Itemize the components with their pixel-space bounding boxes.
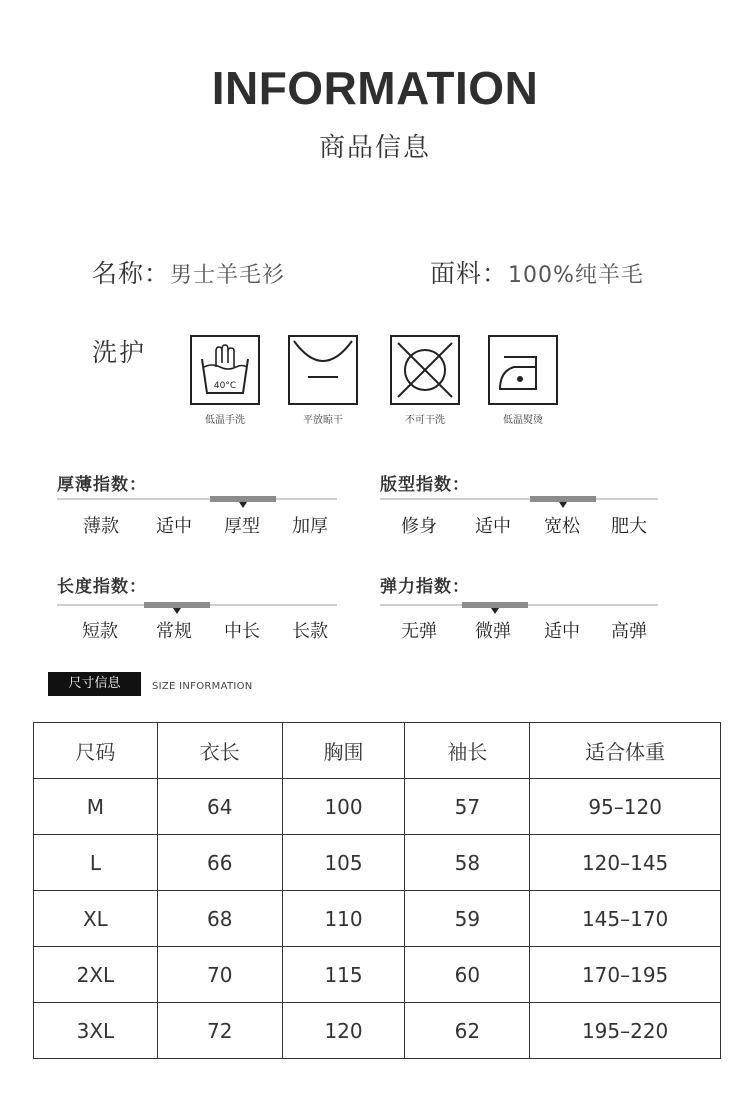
cell-chest: 105 [282,835,405,891]
elasticity-option: 无弹 [401,621,437,642]
elasticity-index-pointer [491,608,499,614]
cell-length: 72 [157,1003,282,1059]
header-size: 尺码 [34,723,158,779]
cell-length: 68 [157,891,282,947]
name-label: 名称： [92,259,171,288]
cell-chest: 110 [282,891,405,947]
thickness-option-selected: 厚型 [224,516,260,537]
page-title: INFORMATION [211,62,539,114]
cell-chest: 115 [282,947,405,1003]
thickness-option: 加厚 [292,516,328,537]
cell-weight: 170–195 [530,947,721,1003]
header-sleeve: 袖长 [405,723,530,779]
fit-index-title: 版型指数： [380,475,470,495]
fit-index-line [380,498,658,500]
header-length: 衣长 [157,723,282,779]
cell-chest: 100 [282,779,405,835]
length-option-selected: 常规 [156,621,192,642]
cell-sleeve: 59 [405,891,530,947]
cell-weight: 145–170 [530,891,721,947]
length-option: 长款 [292,621,328,642]
table-row [34,835,721,891]
length-index-title: 长度指数： [57,577,147,597]
cell-length: 70 [157,947,282,1003]
care-caption-iron-low: 低温熨烫 [503,415,543,426]
elasticity-option: 高弹 [611,621,647,642]
length-option: 中长 [224,621,260,642]
cell-size: 2XL [34,947,158,1003]
length-index-pointer [173,608,181,614]
product-fabric [430,257,644,293]
cell-weight: 120–145 [530,835,721,891]
do-not-dry-clean-icon [390,335,460,405]
fit-option: 肥大 [611,516,647,537]
elasticity-option: 适中 [544,621,580,642]
table-row [34,1003,721,1059]
cell-length: 66 [157,835,282,891]
care-caption-no-dry-clean: 不可干洗 [405,415,445,426]
cell-sleeve: 58 [405,835,530,891]
fit-option: 修身 [401,516,437,537]
elasticity-option-selected: 微弹 [475,621,511,642]
table-row [34,891,721,947]
cell-sleeve: 57 [405,779,530,835]
cell-sleeve: 62 [405,1003,530,1059]
fit-index-pointer [559,502,567,508]
fit-option-selected: 宽松 [544,516,580,537]
wash-temp: 40°C [213,381,237,391]
cell-size: L [34,835,158,891]
length-option: 短款 [82,621,118,642]
product-name [92,257,285,293]
fabric-value: 100%纯羊毛 [508,263,644,288]
hand-wash-40c-icon [190,335,260,405]
size-table [33,722,721,1059]
fabric-label: 面料： [430,259,509,288]
cell-size: XL [34,891,158,947]
thickness-index-title: 厚薄指数： [57,475,147,495]
dry-flat-icon [288,335,358,405]
cell-weight: 195–220 [530,1003,721,1059]
cell-size: M [34,779,158,835]
size-table-header-row [34,723,721,779]
thickness-option: 适中 [156,516,192,537]
cell-weight: 95–120 [530,779,721,835]
page-subtitle: 商品信息 [318,133,431,163]
header-chest: 胸围 [282,723,405,779]
table-row [34,779,721,835]
header-weight: 适合体重 [530,723,721,779]
name-value: 男士羊毛衫 [170,263,286,288]
fit-option: 适中 [475,516,511,537]
thickness-index-pointer [239,502,247,508]
cell-length: 64 [157,779,282,835]
care-label: 洗护 [92,338,147,367]
care-caption-hand-wash: 低温手洗 [205,415,245,426]
size-info-subtitle: SIZE INFORMATION [152,681,253,692]
cell-size: 3XL [34,1003,158,1059]
thickness-index-line [57,498,337,500]
elasticity-index-title: 弹力指数： [380,577,470,597]
cell-sleeve: 60 [405,947,530,1003]
care-caption-dry-flat: 平放晾干 [303,415,343,426]
iron-low-temp-icon [488,335,558,405]
size-info-badge: 尺寸信息 [48,672,141,696]
cell-chest: 120 [282,1003,405,1059]
thickness-option: 薄款 [83,516,119,537]
table-row [34,947,721,1003]
